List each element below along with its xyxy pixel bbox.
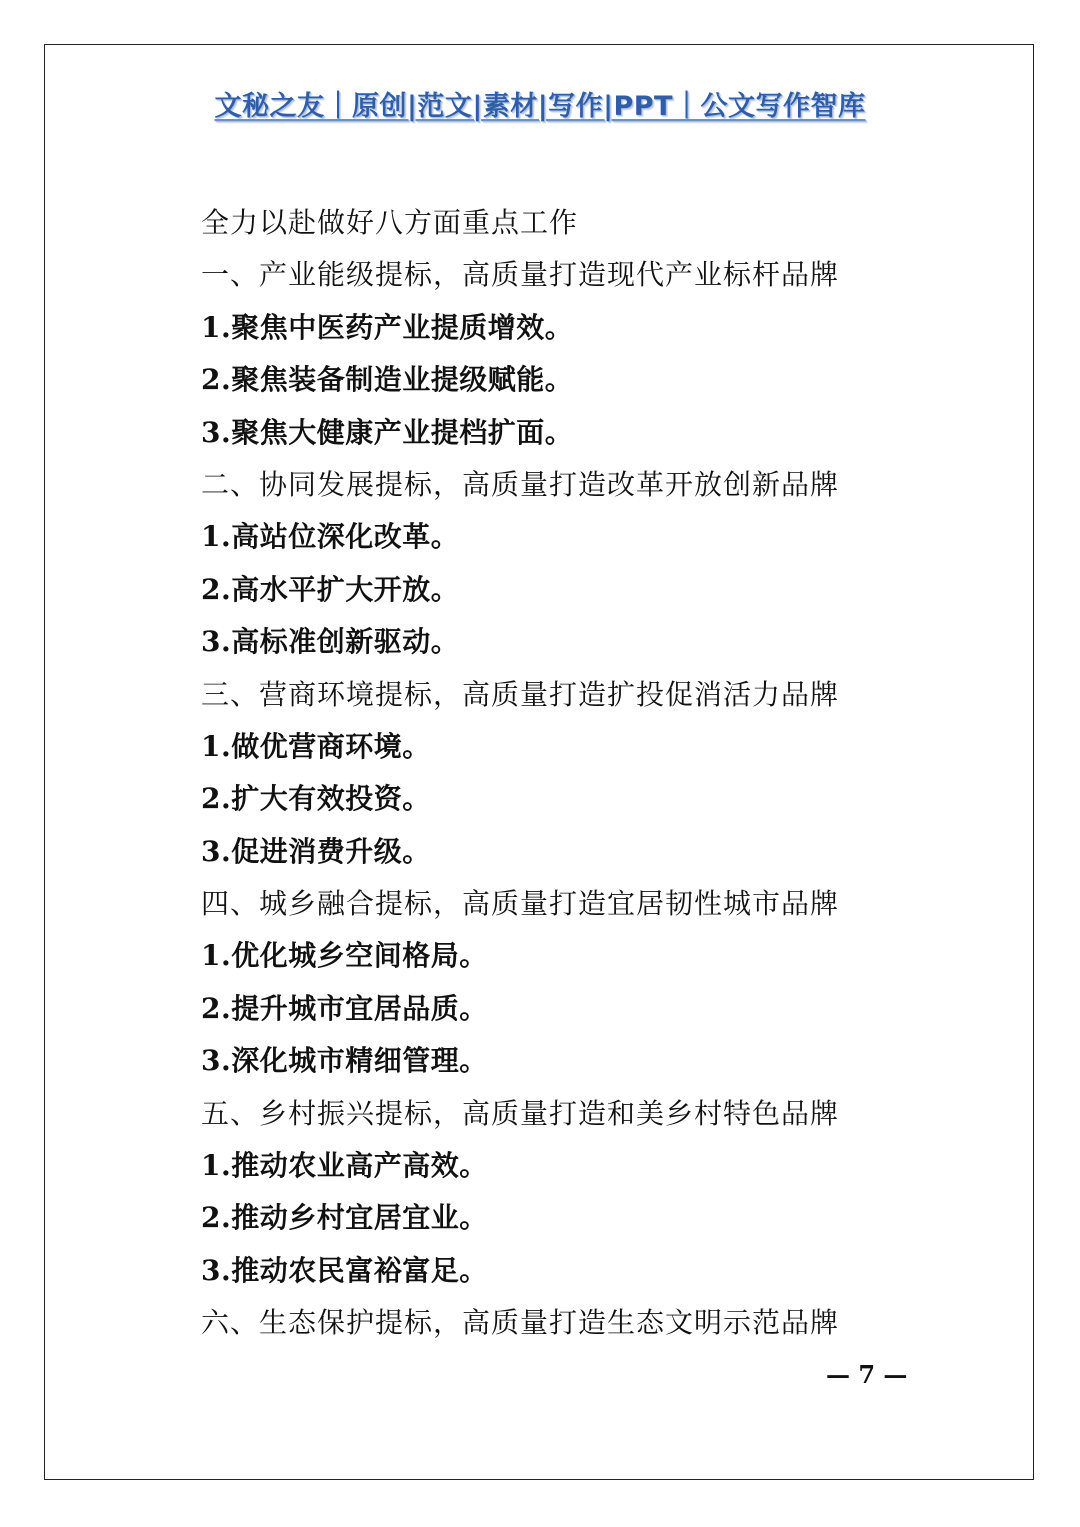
list-item: 1.推动农业高产高效。: [201, 1149, 488, 1183]
list-item: 2.推动乡村宜居宜业。: [201, 1201, 488, 1235]
page-number: — 7 —: [826, 1360, 908, 1389]
section-heading: 全力以赴做好八方面重点工作: [201, 206, 579, 239]
list-item: 1.优化城乡空间格局。: [201, 939, 488, 973]
section-heading: 六、生态保护提标，高质量打造生态文明示范品牌: [201, 1306, 840, 1340]
section-heading: 二、协同发展提标，高质量打造改革开放创新品牌: [201, 467, 840, 501]
document-body: [201, 197, 901, 1350]
list-item: 1.做优营商环境。: [201, 729, 431, 763]
section-heading: 四、城乡融合提标，高质量打造宜居韧性城市品牌: [201, 887, 840, 921]
section-heading: 五、乡村振兴提标，高质量打造和美乡村特色品牌: [201, 1096, 840, 1130]
list-item: 3.聚焦大健康产业提档扩面。: [201, 415, 574, 449]
list-item: 1.高站位深化改革。: [201, 520, 460, 554]
list-item: 2.高水平扩大开放。: [201, 572, 460, 606]
list-item: 1.聚焦中医药产业提质增效。: [201, 310, 574, 344]
list-item: 2.提升城市宜居品质。: [201, 991, 488, 1025]
list-item: 2.扩大有效投资。: [201, 782, 431, 816]
list-item: 3.高标准创新驱动。: [201, 625, 460, 659]
header-banner-text: 文秘之友｜原创|范文|素材|写作|PPT｜公文写作智库: [214, 91, 866, 122]
list-item: 3.深化城市精细管理。: [201, 1044, 488, 1078]
header-banner: [0, 84, 1080, 123]
list-item: 2.聚焦装备制造业提级赋能。: [201, 363, 574, 397]
list-item: 3.推动农民富裕富足。: [201, 1253, 488, 1287]
section-heading: 三、营商环境提标，高质量打造扩投促消活力品牌: [201, 677, 840, 711]
section-heading: 一、产业能级提标，高质量打造现代产业标杆品牌: [201, 258, 840, 292]
list-item: 3.促进消费升级。: [201, 834, 431, 868]
